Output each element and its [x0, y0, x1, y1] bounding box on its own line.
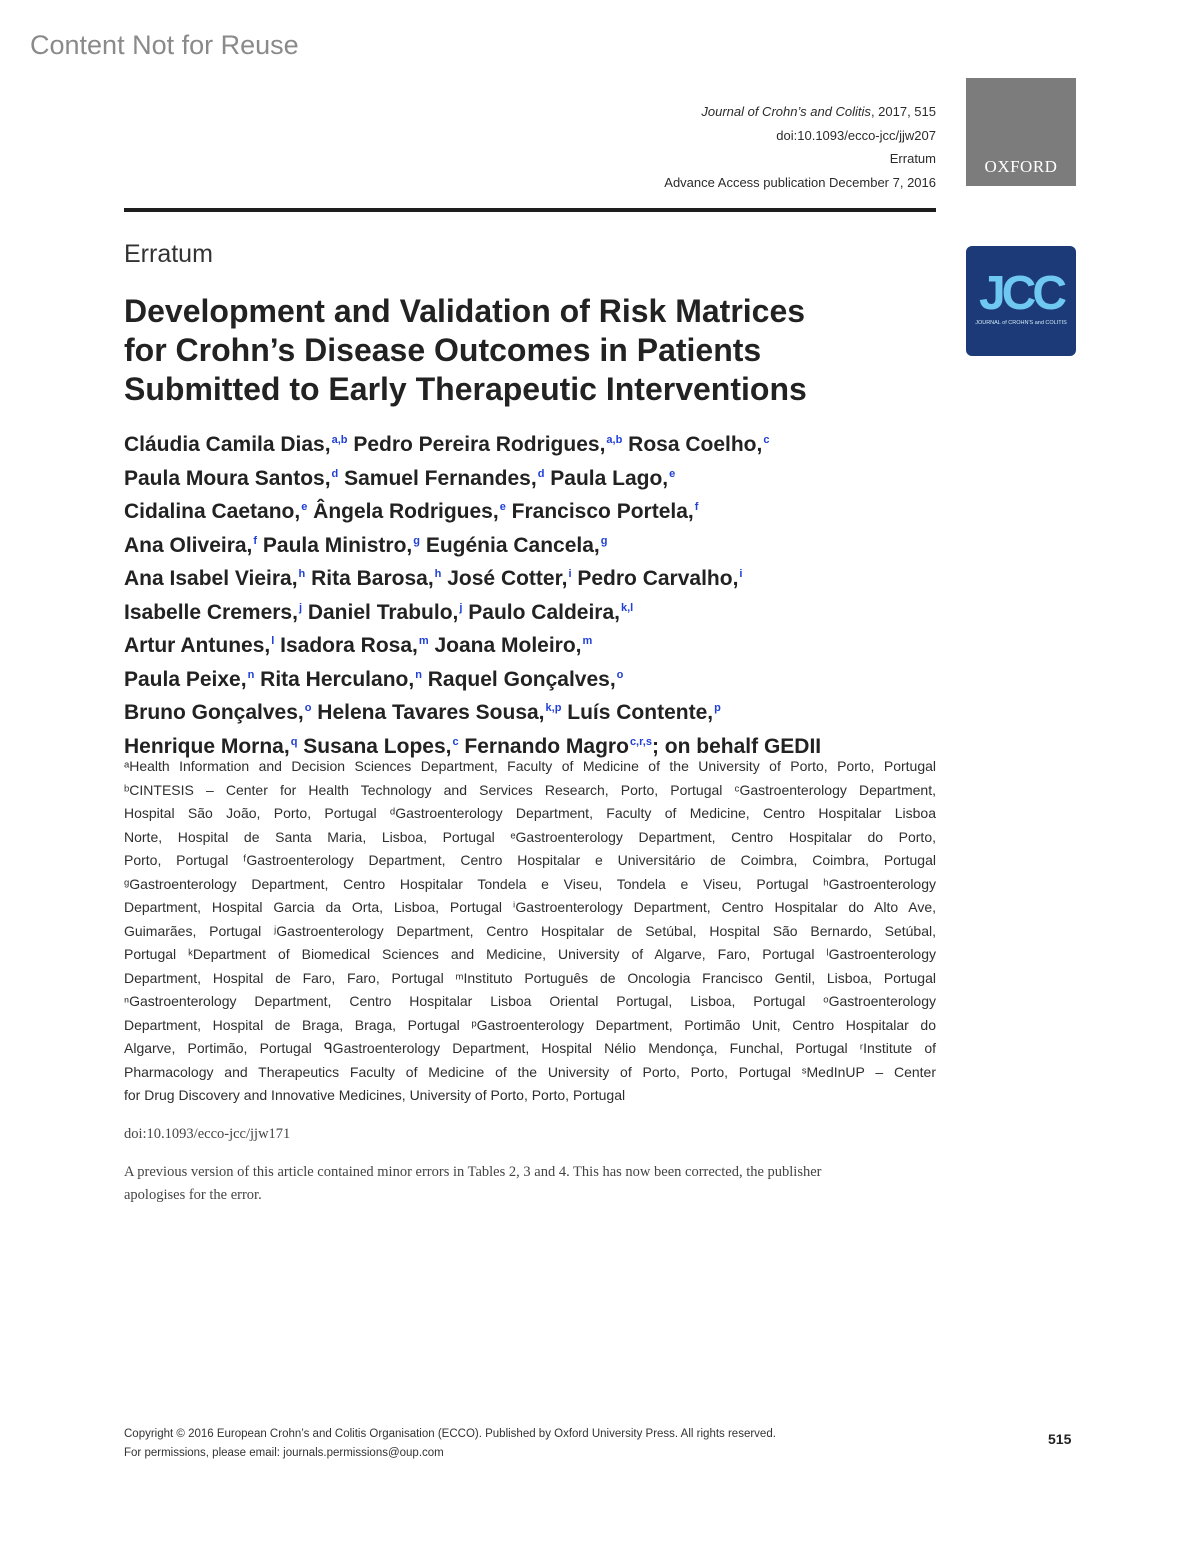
erratum-text: [124, 1161, 938, 1206]
jcc-logo-subtitle: JOURNAL of CROHN'S and COLITIS: [975, 320, 1067, 326]
affiliation-marker[interactable]: i: [739, 568, 743, 580]
author-name: Paula Peixe,: [124, 667, 247, 691]
author-line: [124, 460, 944, 494]
affiliation-marker[interactable]: g: [600, 534, 608, 547]
author-line: [124, 627, 944, 661]
affiliation-marker[interactable]: o: [616, 668, 624, 681]
affiliation-marker[interactable]: j: [298, 601, 302, 614]
author-name: Ana Isabel Vieira,: [124, 567, 298, 590]
journal-doi[interactable]: doi:10.1093/ecco-jcc/jjw207: [776, 127, 936, 143]
affiliation-line: for Drug Discovery and Innovative Medicines, University of Porto, Porto, Portugal: [124, 1087, 626, 1103]
affiliation-marker[interactable]: n: [247, 668, 255, 681]
affiliation-marker[interactable]: i: [568, 568, 572, 580]
author-name: Cidalina Caetano,: [124, 500, 301, 523]
header-divider: [124, 208, 936, 212]
affiliation-line: ᵃHealth Information and Decision Sciences Department, Faculty of Medicine of the University of Porto, Porto, Portugal: [124, 758, 936, 774]
journal-name: Journal of Crohn’s and Colitis: [701, 104, 871, 119]
page-number: 515: [1048, 1431, 1072, 1447]
author-name: Ângela Rodrigues,: [307, 500, 499, 523]
author-name: Joana Moleiro,: [428, 634, 582, 657]
jcc-logo-letters: JCC: [978, 267, 1064, 320]
oxford-logo-label: OXFORD: [984, 157, 1058, 176]
journal-citation-tail: , 2017, 515: [870, 104, 936, 119]
author-line: [124, 493, 944, 527]
author-name: Bruno Gonçalves,: [124, 701, 304, 724]
affiliation-line: Norte, Hospital de Santa Maria, Lisboa, Portugal ᵉGastroenterology Department, Centro Hospitalar do Porto,: [124, 828, 936, 845]
author-name: Paulo Caldeira,: [462, 600, 620, 624]
author-name: Eugénia Cancela,: [420, 533, 600, 557]
affiliation-marker[interactable]: c,r,s: [629, 735, 652, 748]
author-name: Rita Herculano,: [254, 667, 415, 691]
author-name: Cláudia Camila Dias,: [124, 433, 331, 456]
affiliation-line: Guimarães, Portugal ʲGastroenterology Department, Centro Hospitalar de Setúbal, Hospital São Bernardo, Setúbal,: [124, 922, 936, 939]
author-line: [124, 661, 944, 695]
author-name: Helena Tavares Sousa,: [311, 701, 545, 724]
affiliation-marker[interactable]: j: [459, 601, 463, 614]
permissions-notice: For permissions, please email: journals.permissions@oup.com: [124, 1447, 444, 1459]
article-type: Erratum: [889, 151, 936, 166]
erratum-text-line: apologises for the error.: [124, 1186, 262, 1203]
author-list: [124, 426, 944, 761]
affiliation-marker[interactable]: c: [763, 434, 770, 446]
affiliation-marker[interactable]: e: [499, 501, 506, 513]
article-doi[interactable]: doi:10.1093/ecco-jcc/jjw171: [124, 1126, 291, 1142]
title-line: Development and Validation of Risk Matrices: [124, 293, 806, 329]
author-name: Francisco Portela,: [505, 500, 694, 523]
author-line: [124, 527, 944, 561]
affiliation-line: Algarve, Portimão, Portugal ᑫGastroenterology Department, Hospital Nélio Mendonça, Funchal, Portugal ʳInstitute of: [124, 1040, 936, 1056]
author-name: José Cotter,: [441, 567, 568, 590]
affiliation-line: Porto, Portugal ᶠGastroenterology Department, Centro Hospitalar e Universitário de Coimbra, Coimbra, Portugal: [124, 852, 936, 868]
author-name: Isadora Rosa,: [274, 634, 418, 657]
journal-citation: [556, 100, 936, 124]
affiliation-line: Department, Hospital de Braga, Braga, Portugal ᵖGastroenterology Department, Portimão Unit, Centro Hospitalar do: [124, 1016, 936, 1033]
title-line: Submitted to Early Therapeutic Interventions: [124, 371, 807, 407]
affiliation-marker[interactable]: p: [714, 702, 721, 714]
affiliation-marker[interactable]: g: [413, 534, 420, 547]
affiliation-line: ⁿGastroenterology Department, Centro Hospitalar Lisboa Oriental Portugal, Lisboa, Portugal ᵒGastroenterology: [124, 993, 936, 1009]
author-name: Isabelle Cremers,: [124, 600, 298, 624]
author-name: Pedro Pereira Rodrigues,: [347, 433, 606, 456]
affiliation-marker[interactable]: f: [253, 534, 258, 547]
author-line: [124, 560, 944, 594]
footer: [124, 1425, 776, 1463]
affiliation-marker[interactable]: k,p: [545, 702, 562, 714]
author-name: Susana Lopes,: [297, 734, 452, 758]
author-name: Ana Oliveira,: [124, 533, 253, 557]
title-line: for Crohn’s Disease Outcomes in Patients: [124, 332, 762, 368]
article-category: Erratum: [124, 240, 213, 268]
affiliation-marker[interactable]: f: [694, 501, 699, 513]
author-name: Paula Lago,: [544, 466, 669, 490]
watermark: Content Not for Reuse: [30, 30, 299, 60]
affiliation-marker[interactable]: m: [582, 635, 593, 647]
affiliation-marker[interactable]: q: [290, 735, 298, 748]
author-name: Paula Moura Santos,: [124, 466, 331, 490]
author-name: Daniel Trabulo,: [302, 600, 459, 624]
copyright-notice: Copyright © 2016 European Crohn’s and Colitis Organisation (ECCO). Published by Oxford University Press. All rights reserved.: [124, 1428, 776, 1440]
author-name: Paula Ministro,: [257, 533, 413, 557]
author-name: Luís Contente,: [561, 701, 714, 724]
affiliation-marker[interactable]: d: [537, 467, 545, 480]
author-name: Rosa Coelho,: [622, 433, 763, 456]
affiliation-marker[interactable]: o: [304, 702, 312, 714]
affiliation-marker[interactable]: d: [331, 467, 339, 480]
publication-date: Advance Access publication December 7, 2016: [664, 174, 936, 190]
affiliations: [124, 755, 936, 1108]
author-line: [124, 594, 944, 628]
affiliation-marker[interactable]: e: [301, 501, 308, 513]
affiliation-marker[interactable]: l: [271, 635, 275, 647]
affiliation-line: Pharmacology and Therapeutics Faculty of Medicine of the University of Porto, Porto, Portugal ˢMedInUP – Center: [124, 1063, 936, 1080]
affiliation-line: ᵇCINTESIS – Center for Health Technology and Services Research, Porto, Portugal ᶜGastroenterology Department,: [124, 781, 936, 798]
author-name: Pedro Carvalho,: [571, 567, 739, 590]
author-line: [124, 426, 944, 460]
affiliation-line: ᵍGastroenterology Department, Centro Hospitalar Tondela e Viseu, Tondela e Viseu, Portugal ʰGastroenterology: [124, 875, 936, 892]
author-name: Rita Barosa,: [305, 567, 434, 590]
author-name: Samuel Fernandes,: [338, 466, 537, 490]
author-name: Raquel Gonçalves,: [421, 667, 616, 691]
article-title: [124, 292, 924, 409]
affiliation-line: Portugal ᵏDepartment of Biomedical Sciences and Medicine, University of Algarve, Faro, Portugal ˡGastroenterology: [124, 946, 936, 962]
affiliation-marker[interactable]: e: [669, 467, 676, 480]
affiliation-marker[interactable]: a,b: [331, 434, 348, 446]
affiliation-marker[interactable]: h: [298, 568, 306, 580]
author-name: Henrique Morna,: [124, 734, 290, 758]
affiliation-marker[interactable]: m: [418, 635, 429, 647]
journal-meta: [556, 100, 936, 194]
author-name: ; on behalf GEDII: [651, 734, 822, 758]
oxford-logo[interactable]: [966, 78, 1076, 186]
affiliation-marker[interactable]: n: [415, 668, 422, 681]
erratum-text-line: A previous version of this article contained minor errors in Tables 2, 3 and 4. This has now been corrected, the publisher: [124, 1164, 822, 1180]
affiliation-marker[interactable]: h: [434, 568, 442, 580]
affiliation-marker[interactable]: c: [452, 735, 459, 748]
affiliation-line: Department, Hospital de Faro, Faro, Portugal ᵐInstituto Português de Oncologia Francisco Gentil, Lisboa, Portugal: [124, 969, 936, 986]
author-name: Artur Antunes,: [124, 634, 271, 657]
affiliation-line: Department, Hospital Garcia da Orta, Lisboa, Portugal ⁱGastroenterology Department, Centro Hospitalar do Alto Ave,: [124, 899, 936, 915]
jcc-logo[interactable]: [966, 246, 1076, 356]
affiliation-line: Hospital São João, Porto, Portugal ᵈGastroenterology Department, Faculty of Medicine, Centro Hospitalar Lisboa: [124, 805, 936, 821]
author-name: Fernando Magro: [458, 734, 629, 758]
author-line: [124, 694, 944, 728]
affiliation-marker[interactable]: a,b: [606, 434, 623, 446]
affiliation-marker[interactable]: k,l: [621, 601, 634, 614]
